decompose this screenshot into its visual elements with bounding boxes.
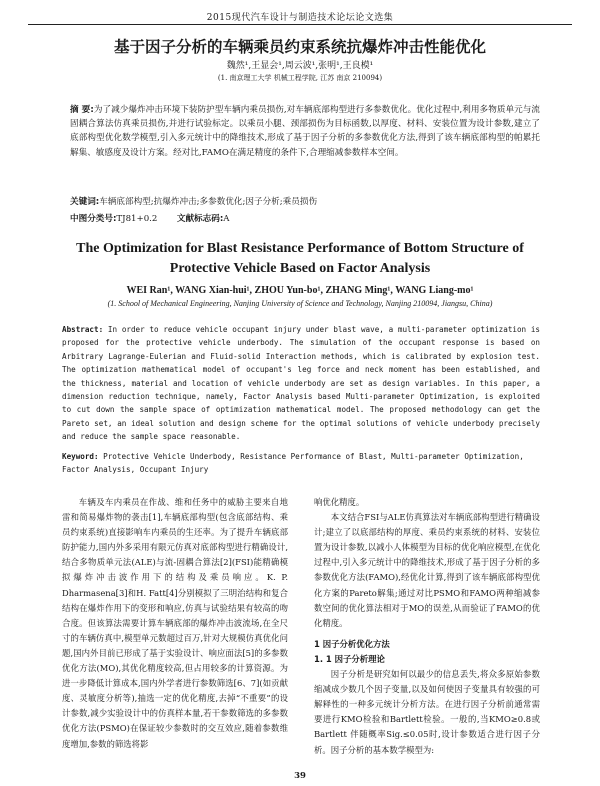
doc-code-label: 文献标志码: [176,214,224,224]
body-paragraph: 本文结合FSI与ALE仿真算法对车辆底部构型进行精确设计;建立了以底部结构的厚度、乘员约束系统的材料、安装位置为设计参数,以减小人体模型为目标的优化响应模型,在优化过程中,引入多元统计中的降维技术,形成了基于因子分析的多参数优化方法(FAMO),经优化计算,得到了该车辆底部构型优化方案的Pareto解集;通过对比PSMO和FAMO两种缩减参数空间的优化算法相对于MO的误差,从而验证了FAMO的优化精度。 [314,512,540,628]
title-english: The Optimization for Blast Resistance Performance of Bottom Structure of Protective Vehicle Based on Factor Analysis [76,241,524,276]
doc-code-value: A [223,214,230,224]
authors-chinese: 魏然¹,王显会¹,周云波¹,张明¹,王良模¹ [226,61,374,71]
class-no-value: TJ81+0.2 [116,214,158,224]
keywords-en-label: Keyword: [62,452,99,461]
abstract-en-text: In order to reduce vehicle occupant injury under blast wave, a multi-parameter optimization is proposed for the protective vehicle underbody. The simulation of the occupant response is based on Arbitrary Lagrange-Eulerian and Fluid-solid Interaction methods, which is calibrated by explosion test. The optimization mathematical model of occupant's leg force and neck moment has been established, and the thickness, material and location of vehicle underbody are set as design variables. In this paper, a dimension reduction technique, namely, Factor Analysis based Multi-parameter Optimization, is exploited to cut down the sample space of optimization mathematical model. The proposed methodology can get the Pareto set, an ideal solution and design scheme for the optimal solutions of vehicle underbody precisely and reduce the sample space reasonable. [62,325,540,442]
title-chinese: 基于因子分析的车辆乘员约束系统抗爆炸冲击性能优化 [113,38,486,56]
body-paragraph: 响优化精度。 [314,497,365,507]
header-rule [28,24,572,25]
abstract-chinese [70,103,540,160]
authors-english: WEI Ran¹, WANG Xian-hui¹, ZHOU Yun-bo¹, ZHANG Ming¹, WANG Liang-mo¹ [126,285,474,296]
keywords-cn-label: 关键词: [70,197,100,207]
abstract-english [62,323,540,444]
body-column-right [314,495,540,758]
body-paragraph: 因子分析是研究如何以最少的信息丢失,将众多原始参数缩减成少数几个因子变量,以及如何使因子变量具有较强的可解释性的一种多元统计分析方法。在进行因子分析前通常需要进行KMO检验和Bartlett检验。一般的,当KMO≥0.8或Bartlett 伴随概率Sig.≤0.05时,设计参数适合进行因子分析。因子分析的基本数学模型为: [314,669,540,755]
body-column-left [62,495,288,752]
class-no-label: 中图分类号: [70,214,117,224]
affiliation-english: (1. School of Mechanical Engineering, Nanjing University of Science and Technology, Nanjing 210094, Jiangsu, China) [107,299,493,308]
abstract-en-label: Abstract: [62,325,104,334]
keywords-chinese [70,195,540,207]
abstract-cn-label: 摘 要: [70,105,94,115]
running-header: 2015现代汽车设计与制造技术论坛论文选集 [206,13,394,23]
affiliation-chinese: (1. 南京理工大学 机械工程学院, 江苏 南京 210094) [217,74,383,82]
keywords-cn-text: 车辆底部构型;抗爆炸冲击;多参数优化;因子分析;乘员损伤 [99,197,318,207]
section-heading-1-1: 1. 1 因子分析理论 [314,653,385,664]
keywords-en-text: Protective Vehicle Underbody, Resistance Performance of Blast, Multi-parameter Optimization, Factor Analysis, Occupant Injury [62,452,524,475]
section-heading-1: 1 因子分析优化方法 [314,638,390,649]
keywords-english [62,450,540,477]
page-number: 39 [294,771,306,781]
classification-line [70,212,540,224]
body-paragraph: 车辆及车内乘员在作战、维和任务中的威胁主要来自地雷和简易爆炸物的袭击[1],车辆底部构型(包含底部结构、乘员约束系统)直接影响车内乘员的生还率。为了提升车辆底部防护能力,国内外多采用有限元仿真对底部构型进行精确设计,结合多物质单元法(ALE)与流-固耦合算法[2](FSI)能精确模拟爆炸冲击波作用下的结构及乘员响应。K. P. Dharmasena[3]和H. Fatt[4]分别模拟了三明治结构和复合结构在爆炸作用下的变形和响应,仿真与试验结果有较高的吻合度。但该算法需要计算车辆底部的爆炸冲击波流场,在全尺寸的车辆仿真中,模型单元数超过百万,针对大规模仿真优化问题,国内外目前已形成了基于实验设计、响应面法[5]的多参数优化方法(MO),其优化精度较高,但占用较多的计算资源。为进一步降低计算成本,国内外学者进行参数筛选[6、7](如贡献度、灵敏度分析等),抽选一定的优化精度,去掉“不重要”的设计参数,减少实验设计中的仿真样本量,若干参数筛选的多参数优化方法(PSMO)在保证较少参数时的交互效应,随着参数维度增加,参数的筛选将影 [62,497,288,749]
abstract-cn-text: 为了减少爆炸冲击环境下装防护型车辆内乘员损伤,对车辆底部构型进行多参数优化。优化过程中,利用多物质单元与流 固耦合算法仿真乘员损伤,并进行试验标定。以乘员小腿、颈部损伤为目标函数,以厚度、材料、安装位置为设计参数,建立了底部构型优化数学模型,引入多元统计中的降维技术,形成了基于因子分析的多参数优化方法,得到了该车辆底部构型的帕累托解集、敏感度及设计方案。经对比,FAMO在满足精度的条件下,合理缩减参数样本空间。 [70,105,540,158]
